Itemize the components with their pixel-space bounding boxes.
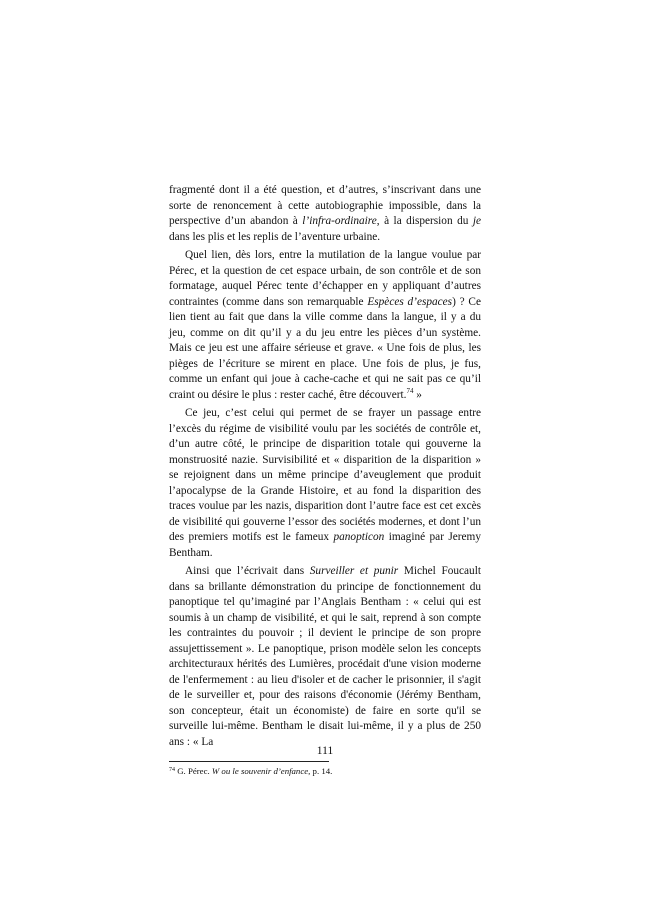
italic-run: W ou le souvenir d’enfance <box>211 766 309 776</box>
footnote-text <box>175 766 332 776</box>
text-run: imaginé par Jeremy Bentham. <box>169 531 481 559</box>
italic-run: l’infra-ordinaire <box>302 215 377 227</box>
text-run: Quel lien, dès lors, entre la mutilation de la langue voulue par Pérec, et la question de cet espace urbain, de son contrôle et de son formatage, auquel Pérec tente d’échapper en y appliquant d’autres contraintes (comme dans son remarquable <box>169 249 481 308</box>
text-run: » <box>413 388 422 401</box>
text-run: Ce jeu, c’est celui qui permet de se frayer un passage entre l’excès du régime de visibilité voulu par les sociétés de contrôle et, d’un autre côté, le principe de disparition totale qui gouverne la monstruosité nazie. Survisibilité et « disparition de la disparition » se rejoignent dans un même principe d’aveuglement que produit l’apocalypse de la Grande Histoire, et au fond la disparition des traces voulue par les nazis, disparition dont l’autre face est cet excès de visibilité qui gouverne l’essor des sociétés modernes, et dont l’un des premiers motifs est le fameux <box>169 407 481 543</box>
footnote-number: 74 <box>169 767 175 773</box>
text-run: , p. 14. <box>308 766 333 776</box>
text-run: fragmenté dont il a été question, et d’autres, s’inscrivant dans une sorte de renoncement à cette autobiographie impossible, dans la perspective d’un abandon à <box>169 184 481 227</box>
text-run: ) ? Ce lien tient au fait que dans la ville comme dans la langue, il y a du jeu, comme on dit qu’il y a du jeu entre les pièces d’un système. Mais ce jeu est une affaire sérieuse et grave. « Une fois de plus, les pièges de l’écriture se mirent en place. Une fois de plus, je fus, comme un enfant qui joue à cache-cache et qui ne sait pas ce qu’il craint ou désire le plus : rester caché, être découvert. <box>169 295 481 401</box>
text-run: , à la dispersion du <box>376 215 473 227</box>
paragraph-3 <box>169 406 481 561</box>
paragraph-4 <box>169 564 481 750</box>
text-run: G. Pérec. <box>175 766 212 776</box>
text-run: Ainsi que l’écrivait dans <box>185 565 310 577</box>
text-run: Michel Foucault dans sa brillante démonstration du principe de fonctionnement du panoptique tel qu’imaginé par l’Anglais Bentham : « celui qui est soumis à un champ de visibilité, et qui le sait, reprend à son compte les contraintes du pouvoir ; il devient le principe de son propre assujettissement ». Le panoptique, prison modèle selon les concepts architecturaux hérités des Lumières, procédait d'une vision moderne de l'enfermement : au lieu d'isoler et de cacher le prisonnier, il s'agit de le surveiller et, pour des raisons d'économie (Jérémy Bentham, son concepteur, était un économiste) de faire en sorte qu'il se surveille lui-même. Bentham le disait lui-même, il y a plus de 250 ans : « La <box>169 565 481 748</box>
footnote <box>169 765 481 777</box>
footnote-separator <box>169 761 329 762</box>
page-number: 111 <box>316 745 334 757</box>
italic-run: je <box>472 215 481 227</box>
paragraph-1 <box>169 183 481 245</box>
text-run: dans les plis et les replis de l’aventure urbaine. <box>169 230 381 243</box>
italic-run: panopticon <box>333 531 385 543</box>
italic-run: Surveiller et punir <box>309 565 399 577</box>
page-body <box>169 183 481 786</box>
paragraph-2 <box>169 248 481 403</box>
footnote-reference: 74 <box>406 386 414 395</box>
italic-run: Espèces d’espaces <box>367 295 453 308</box>
